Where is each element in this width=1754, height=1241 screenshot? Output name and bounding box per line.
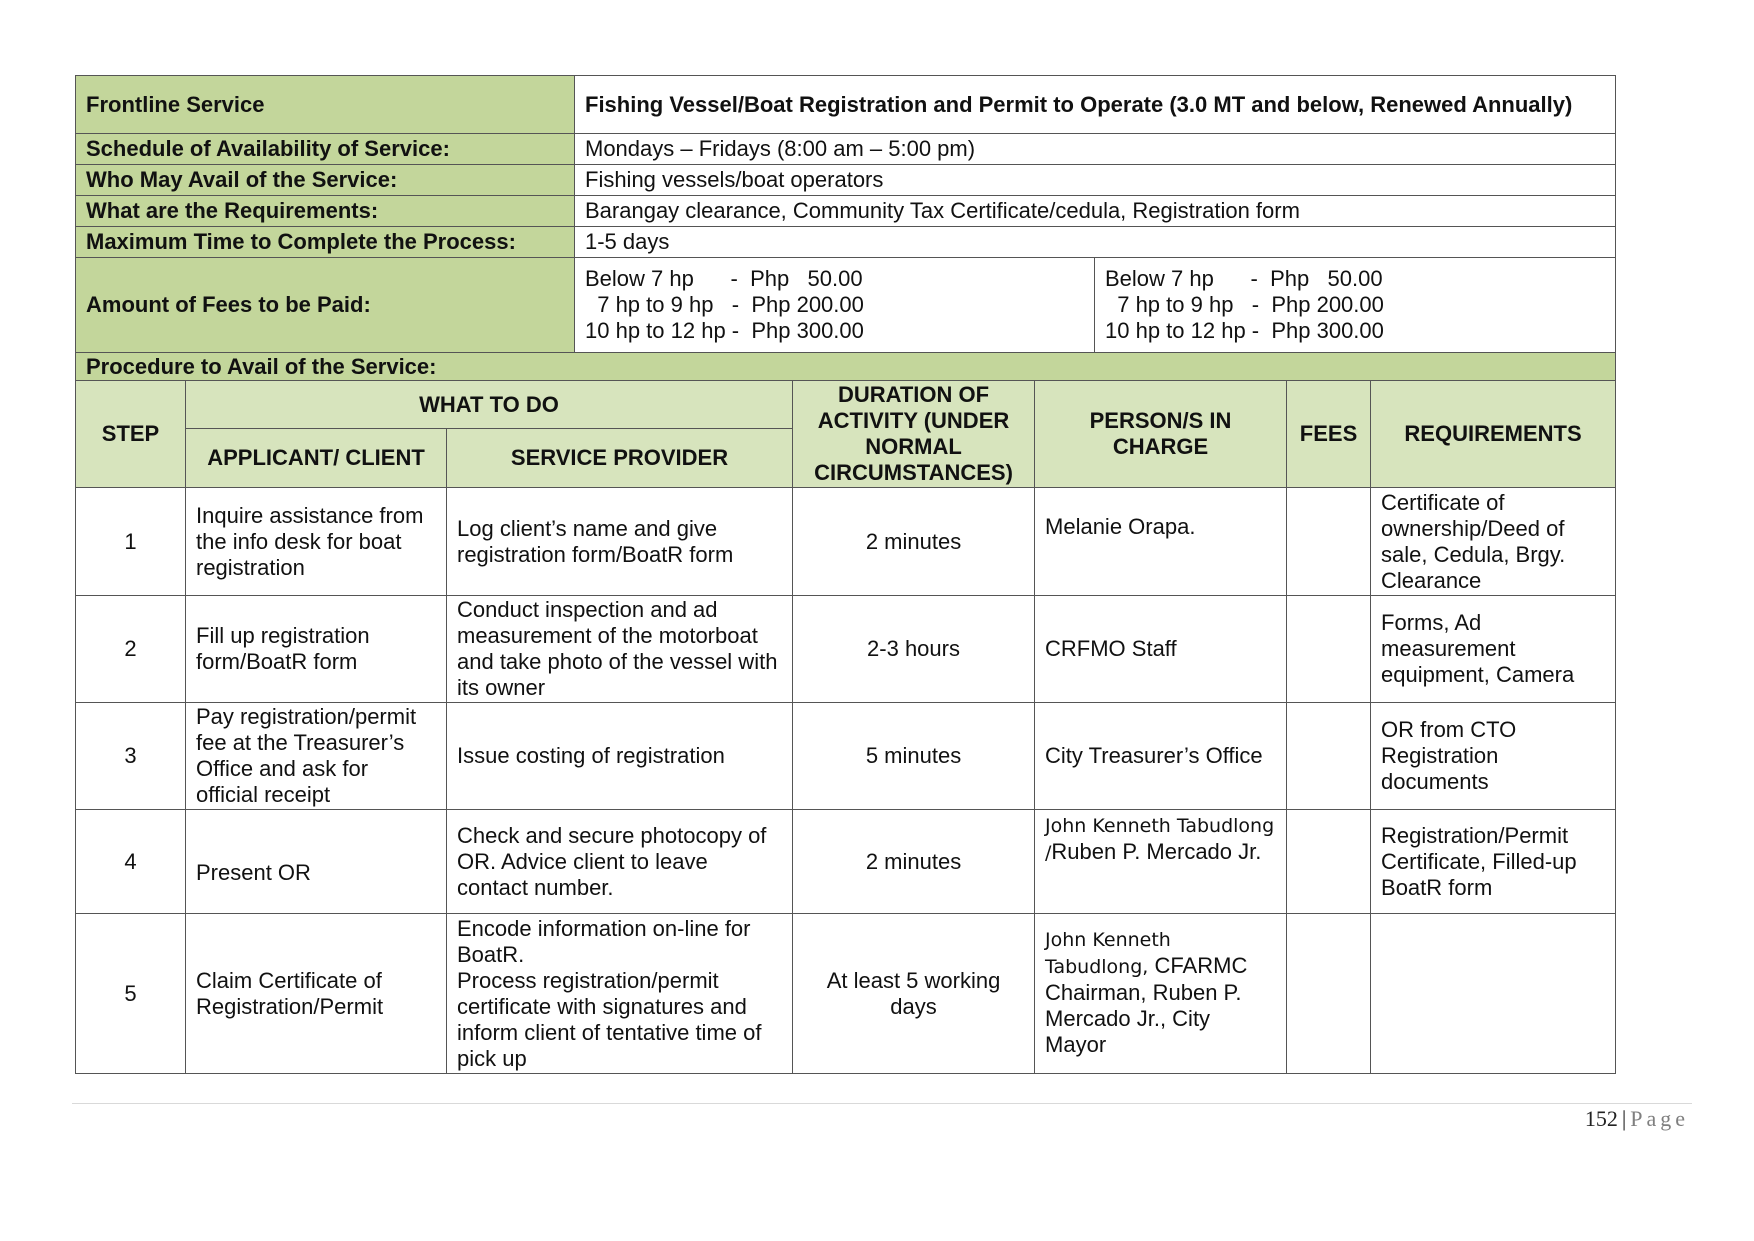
step-number: 3 bbox=[76, 703, 186, 810]
duration-value: 2 minutes bbox=[793, 488, 1035, 596]
provider-action: Log client’s name and give registration form/BoatR form bbox=[447, 488, 793, 596]
step-number: 4 bbox=[76, 810, 186, 914]
frontline-row bbox=[76, 76, 1616, 134]
fee-value bbox=[1287, 488, 1371, 596]
fee-value bbox=[1287, 703, 1371, 810]
max-time-row bbox=[76, 227, 1616, 258]
requirements-value: Certificate of ownership/Deed of sale, Cedula, Brgy. Clearance bbox=[1371, 488, 1616, 596]
fees-row bbox=[76, 258, 1616, 353]
fees-label: Amount of Fees to be Paid: bbox=[76, 258, 575, 353]
applicant-action: Present OR bbox=[186, 810, 447, 914]
who-row bbox=[76, 165, 1616, 196]
requirements-value: Forms, Ad measurement equipment, Camera bbox=[1371, 596, 1616, 703]
fees-schedule-left: Below 7 hp - Php 50.00 7 hp to 9 hp - Php 200.00 10 hp to 12 hp - Php 300.00 bbox=[575, 258, 1095, 353]
requirements-value: OR from CTO Registration documents bbox=[1371, 703, 1616, 810]
person-in-charge bbox=[1035, 488, 1287, 596]
fee-value bbox=[1287, 914, 1371, 1074]
procedure-row bbox=[76, 353, 1616, 381]
procedure-header-row-1 bbox=[76, 381, 1616, 429]
applicant-header: APPLICANT/ CLIENT bbox=[186, 429, 447, 488]
duration-value: 5 minutes bbox=[793, 703, 1035, 810]
duration-value: 2-3 hours bbox=[793, 596, 1035, 703]
frontline-label: Frontline Service bbox=[76, 76, 575, 134]
page-number: 152 bbox=[1584, 1106, 1618, 1131]
person-in-charge bbox=[1035, 596, 1287, 703]
person-name: Ruben P. Mercado Jr. bbox=[1051, 839, 1262, 864]
schedule-label: Schedule of Availability of Service: bbox=[76, 134, 575, 165]
requirements-row bbox=[76, 196, 1616, 227]
person-header: PERSON/S IN CHARGE bbox=[1035, 381, 1287, 488]
schedule-row bbox=[76, 134, 1616, 165]
applicant-action: Pay registration/permit fee at the Treasurer’s Office and ask for official receipt bbox=[186, 703, 447, 810]
service-info-table bbox=[75, 75, 1616, 381]
provider-action: Conduct inspection and ad measurement of the motorboat and take photo of the vessel with its owner bbox=[447, 596, 793, 703]
schedule-value: Mondays – Fridays (8:00 am – 5:00 pm) bbox=[575, 134, 1616, 165]
footer-divider bbox=[72, 1103, 1692, 1104]
requirements-value bbox=[1371, 914, 1616, 1074]
duration-value: 2 minutes bbox=[793, 810, 1035, 914]
step-number: 5 bbox=[76, 914, 186, 1074]
fees-header: FEES bbox=[1287, 381, 1371, 488]
provider-action: Issue costing of registration bbox=[447, 703, 793, 810]
max-time-label: Maximum Time to Complete the Process: bbox=[76, 227, 575, 258]
table-row bbox=[76, 596, 1616, 703]
step-number: 2 bbox=[76, 596, 186, 703]
max-time-value: 1-5 days bbox=[575, 227, 1616, 258]
applicant-action: Fill up registration form/BoatR form bbox=[186, 596, 447, 703]
table-row bbox=[76, 810, 1616, 914]
provider-action: Check and secure photocopy of OR. Advice client to leave contact number. bbox=[447, 810, 793, 914]
duration-header: DURATION OF ACTIVITY (UNDER NORMAL CIRCUMSTANCES) bbox=[793, 381, 1035, 488]
requirements-label: What are the Requirements: bbox=[76, 196, 575, 227]
duration-value: At least 5 working days bbox=[793, 914, 1035, 1074]
person-name-small: John Kenneth Tabudlong / bbox=[1045, 815, 1275, 864]
page-footer bbox=[1585, 1106, 1689, 1132]
table-row bbox=[76, 914, 1616, 1074]
provider-action: Encode information on-line for BoatR. Process registration/permit certificate with signatures and inform client of tentative time of pick up bbox=[447, 914, 793, 1074]
applicant-action: Claim Certificate of Registration/Permit bbox=[186, 914, 447, 1074]
step-number: 1 bbox=[76, 488, 186, 596]
step-header: STEP bbox=[76, 381, 186, 488]
footer-separator: | bbox=[1621, 1106, 1627, 1131]
person-name: City Treasurer’s Office bbox=[1045, 742, 1263, 768]
requirements-value: Registration/Permit Certificate, Filled-up BoatR form bbox=[1371, 810, 1616, 914]
person-in-charge bbox=[1035, 810, 1287, 914]
table-row bbox=[76, 703, 1616, 810]
fee-value bbox=[1287, 810, 1371, 914]
person-name: Melanie Orapa. bbox=[1045, 514, 1196, 539]
person-name: CFARMC Chairman, Ruben P. Mercado Jr., City Mayor bbox=[1045, 953, 1248, 1057]
frontline-value: Fishing Vessel/Boat Registration and Permit to Operate (3.0 MT and below, Renewed Annually) bbox=[575, 76, 1616, 134]
applicant-action: Inquire assistance from the info desk for boat registration bbox=[186, 488, 447, 596]
person-name: CRFMO Staff bbox=[1045, 635, 1177, 661]
fee-value bbox=[1287, 596, 1371, 703]
requirements-header: REQUIREMENTS bbox=[1371, 381, 1616, 488]
who-value: Fishing vessels/boat operators bbox=[575, 165, 1616, 196]
page-word: Page bbox=[1630, 1106, 1689, 1131]
provider-header: SERVICE PROVIDER bbox=[447, 429, 793, 488]
person-name-small: John Kenneth Tabudlong, bbox=[1045, 929, 1171, 978]
person-in-charge bbox=[1035, 703, 1287, 810]
what-to-do-header: WHAT TO DO bbox=[186, 381, 793, 429]
requirements-value: Barangay clearance, Community Tax Certificate/cedula, Registration form bbox=[575, 196, 1616, 227]
who-label: Who May Avail of the Service: bbox=[76, 165, 575, 196]
procedure-label: Procedure to Avail of the Service: bbox=[76, 353, 1616, 381]
table-row bbox=[76, 488, 1616, 596]
procedure-table bbox=[75, 380, 1616, 1074]
person-in-charge bbox=[1035, 914, 1287, 1074]
fees-schedule-right: Below 7 hp - Php 50.00 7 hp to 9 hp - Php 200.00 10 hp to 12 hp - Php 300.00 bbox=[1095, 258, 1616, 353]
